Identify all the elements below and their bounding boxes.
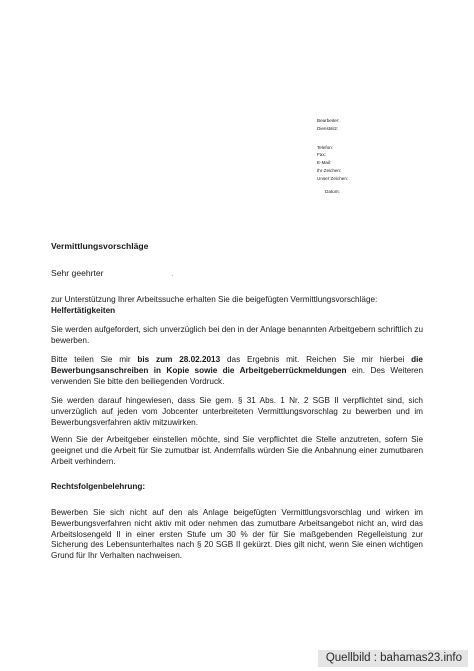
bearbeiter-label: Bearbeiter:: [317, 118, 340, 123]
letter-subject: Vermittlungsvorschläge: [51, 241, 149, 251]
paragraph-intro: [51, 295, 423, 317]
contact-info-block: [317, 117, 348, 195]
deadline-text-1: Bitte teilen Sie mir: [51, 355, 138, 364]
source-watermark: Quellbild : bahamas23.info: [318, 650, 468, 667]
unser-zeichen-label: Unser Zeichen:: [317, 175, 349, 181]
salutation-text: Sehr geehrter: [51, 268, 104, 278]
telefon-label: Telefon:: [317, 144, 334, 150]
deadline-text-3: ein. Des Weiteren verwenden Sie bitte den beiliegenden Vordruck.: [51, 365, 423, 386]
deadline-date: bis zum 28.02.2013: [137, 355, 221, 364]
email-label: E-Mail:: [317, 160, 332, 166]
ihr-zeichen-label: Ihr Zeichen:: [317, 167, 342, 173]
required-documents: die Bewerbungsanschreiben in Kopie sowie die Arbeitgeberrückmeldungen: [51, 355, 423, 375]
job-category: Helfertätigkeiten: [51, 305, 116, 315]
paragraph-intro-text: zur Unterstützung Ihrer Arbeitssuche erhalten Sie die beigefügten Vermittlungsvorschläge:: [51, 295, 378, 304]
fax-label: Fax:: [317, 152, 326, 158]
legal-consequences-heading: Rechtsfolgenbelehrung:: [51, 482, 146, 491]
dienstsitz-label: Dienstsitz:: [317, 125, 339, 131]
paragraph-request: Sie werden aufgefordert, sich unverzüglich bei den in der Anlage benannten Arbeitgebern schriftlich zu bewerben.: [51, 325, 423, 345]
paragraph-obligation: Sie werden darauf hingewiesen, dass Sie gem. § 31 Abs. 1 Nr. 2 SGB II verpflichtet sind, sich unverzüglich auf jeden vom Jobcenter unterbreiteten Vermittlungsvorschlag zu bewerben und im Bewerbungsverfahren aktiv mitzuwirken.: [51, 396, 423, 427]
deadline-text-2: das Ergebnis mit. Reichen Sie mir hierbei: [220, 355, 412, 364]
paragraph-employment: Wenn Sie der Arbeitgeber einstellen möchte, sind Sie verpflichtet die Stelle anzutreten, sofern Sie geeignet und die Arbeit für Sie zumutbar ist. Andernfalls würden Sie die Anbahnung einer zumutbaren Arbeit verhindern.: [51, 435, 423, 466]
paragraph-deadline: [51, 355, 423, 387]
salutation-mark: .: [171, 272, 173, 278]
paragraph-legal-consequences: Bewerben Sie sich nicht auf den als Anlage beigefügten Vermittlungsvorschlag und wirken im Bewerbungsverfahren nicht aktiv mit oder nehmen das zumutbare Arbeitsangebot nicht an, wird das Arbeitslosengeld II in einer ersten Stufe um 30 % der für Sie maßgebenden Regelleistung zur Sicherung des Lebensunterhaltes nach § 20 SGB II gekürzt. Dies gilt nicht, wenn Sie einen wichtigen Grund für Ihr Verhalten nachweisen.: [51, 508, 423, 561]
datum-label: Datum:: [325, 188, 340, 194]
salutation: [51, 268, 173, 278]
